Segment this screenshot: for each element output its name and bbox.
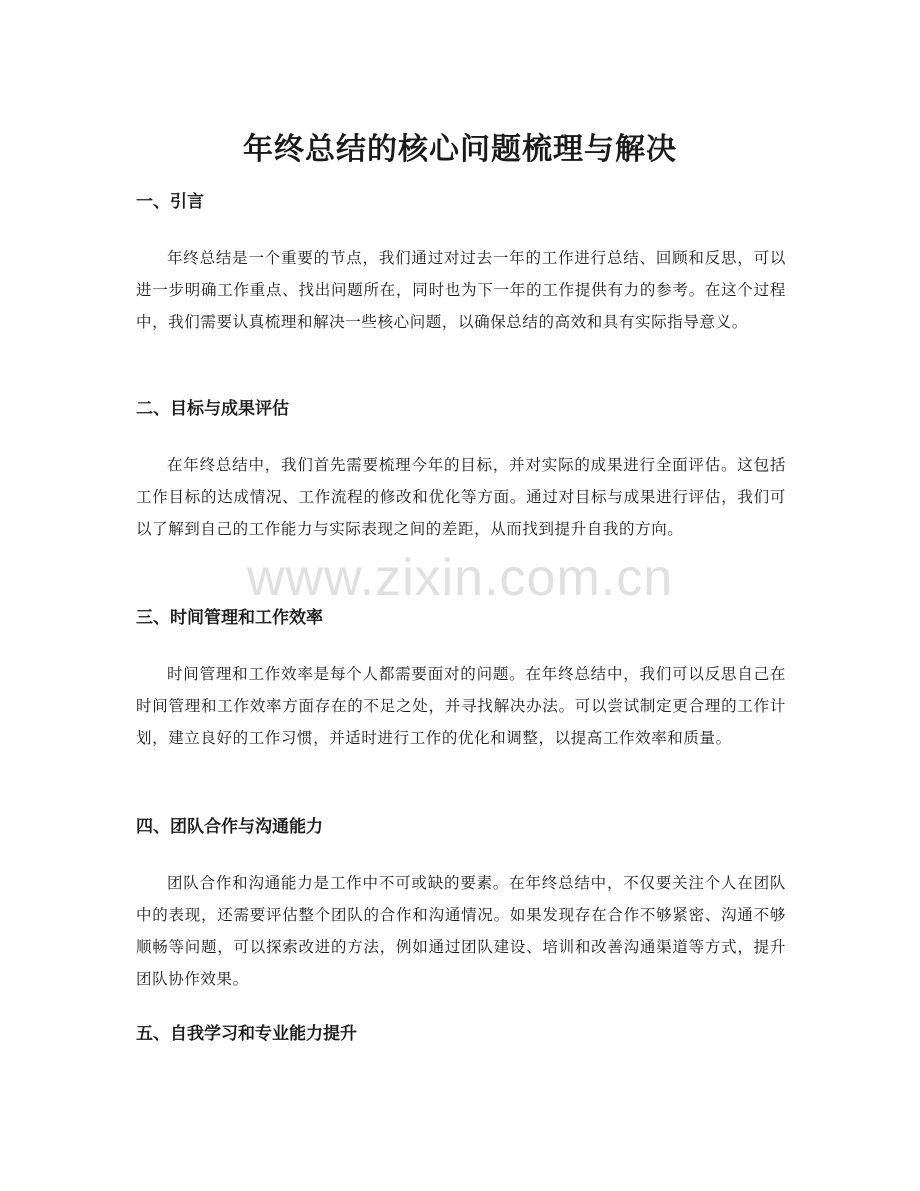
- page-title: 年终总结的核心问题梳理与解决: [243, 132, 677, 168]
- section-heading: 一、引言: [136, 192, 204, 212]
- section-teamwork: [136, 815, 786, 995]
- section-heading: 四、团队合作与沟通能力: [136, 817, 323, 837]
- section-heading: 五、自我学习和专业能力提升: [136, 1024, 357, 1044]
- watermark: www.zixin.com.cn: [246, 549, 674, 607]
- section-paragraph: 时间管理和工作效率是每个人都需要面对的问题。在年终总结中，我们可以反思自己在时间管理和工作效率方面存在的不足之处，并寻找解决办法。可以尝试制定更合理的工作计划，建立良好的工作习惯，并适时进行工作的优化和调整，以提高工作效率和质量。: [136, 665, 786, 747]
- section-introduction: [136, 190, 786, 338]
- section-goal-evaluation: [136, 397, 786, 545]
- section-self-learning: [136, 1022, 786, 1046]
- section-time-management: [136, 606, 786, 754]
- section-heading: 三、时间管理和工作效率: [136, 608, 323, 628]
- section-paragraph: 在年终总结中，我们首先需要梳理今年的目标，并对实际的成果进行全面评估。这包括工作目标的达成情况、工作流程的修改和优化等方面。通过对目标与成果进行评估，我们可以了解到自己的工作能力与实际表现之间的差距，从而找到提升自我的方向。: [136, 456, 786, 538]
- section-paragraph: 团队合作和沟通能力是工作中不可或缺的要素。在年终总结中，不仅要关注个人在团队中的表现，还需要评估整个团队的合作和沟通情况。如果发现存在合作不够紧密、沟通不够顺畅等问题，可以探索改进的方法，例如通过团队建设、培训和改善沟通渠道等方式，提升团队协作效果。: [136, 874, 786, 988]
- section-heading: 二、目标与成果评估: [136, 399, 289, 419]
- section-paragraph: 年终总结是一个重要的节点，我们通过对过去一年的工作进行总结、回顾和反思，可以进一步明确工作重点、找出问题所在，同时也为下一年的工作提供有力的参考。在这个过程中，我们需要认真梳理和解决一些核心问题，以确保总结的高效和具有实际指导意义。: [136, 249, 786, 331]
